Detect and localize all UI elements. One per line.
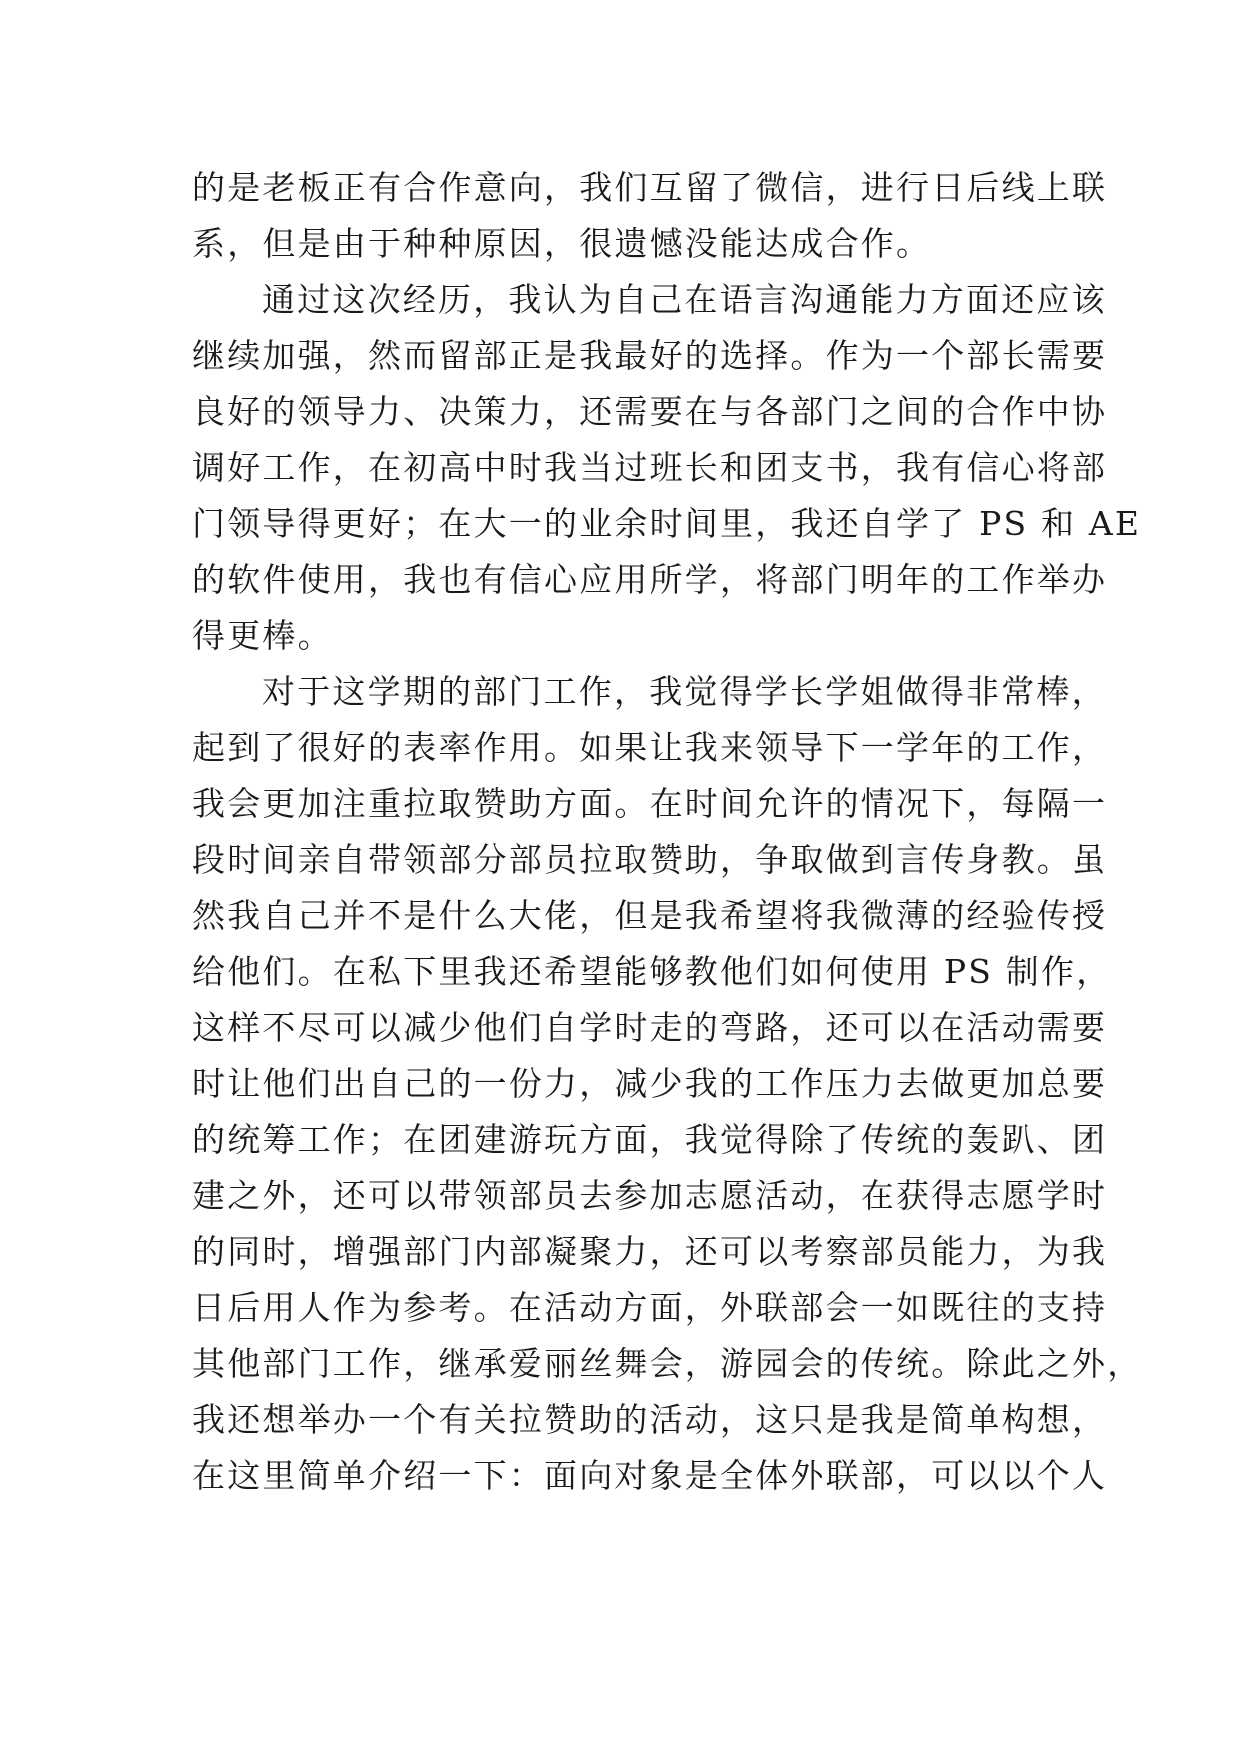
text-line: 得更棒。 xyxy=(192,616,333,655)
text-line: 调好工作，在初高中时我当过班长和团支书，我有信心将部 xyxy=(192,448,1108,487)
body-text xyxy=(192,160,1143,1504)
paragraph-start-line: 对于这学期的部门工作，我觉得学长学姐做得非常棒， xyxy=(262,672,1107,711)
text-line: 我会更加注重拉取赞助方面。在时间允许的情况下，每隔一 xyxy=(192,784,1108,823)
text-line: 继续加强，然而留部正是我最好的选择。作为一个部长需要 xyxy=(192,336,1108,375)
text-line: 日后用人作为参考。在活动方面，外联部会一如既往的支持 xyxy=(192,1288,1108,1327)
paragraph-start-line: 通过这次经历，我认为自己在语言沟通能力方面还应该 xyxy=(262,280,1107,319)
text-line: 我还想举办一个有关拉赞助的活动，这只是我是简单构想， xyxy=(192,1400,1108,1439)
text-line: 的同时，增强部门内部凝聚力，还可以考察部员能力，为我 xyxy=(192,1232,1108,1271)
text-line: 的统筹工作；在团建游玩方面，我觉得除了传统的轰趴、团 xyxy=(192,1120,1108,1159)
text-line: 这样不尽可以减少他们自学时走的弯路，还可以在活动需要 xyxy=(192,1008,1108,1047)
text-line: 时让他们出自己的一份力，减少我的工作压力去做更加总要 xyxy=(192,1064,1108,1103)
text-line: 给他们。在私下里我还希望能够教他们如何使用 PS 制作， xyxy=(192,952,1112,991)
text-line: 起到了很好的表率作用。如果让我来领导下一学年的工作， xyxy=(192,728,1108,767)
text-line: 其他部门工作，继承爱丽丝舞会，游园会的传统。除此之外， xyxy=(192,1344,1143,1383)
text-line: 的软件使用，我也有信心应用所学，将部门明年的工作举办 xyxy=(192,560,1108,599)
text-line: 良好的领导力、决策力，还需要在与各部门之间的合作中协 xyxy=(192,392,1108,431)
text-line: 门领导得更好；在大一的业余时间里，我还自学了 PS 和 AE xyxy=(192,504,1142,543)
text-line: 的是老板正有合作意向，我们互留了微信，进行日后线上联 xyxy=(192,168,1108,207)
text-line: 在这里简单介绍一下：面向对象是全体外联部，可以以个人 xyxy=(192,1456,1108,1495)
text-line: 然我自己并不是什么大佬，但是我希望将我微薄的经验传授 xyxy=(192,896,1108,935)
text-line: 建之外，还可以带领部员去参加志愿活动，在获得志愿学时 xyxy=(192,1176,1108,1215)
text-line: 系，但是由于种种原因，很遗憾没能达成合作。 xyxy=(192,224,932,263)
text-line: 段时间亲自带领部分部员拉取赞助，争取做到言传身教。虽 xyxy=(192,840,1108,879)
